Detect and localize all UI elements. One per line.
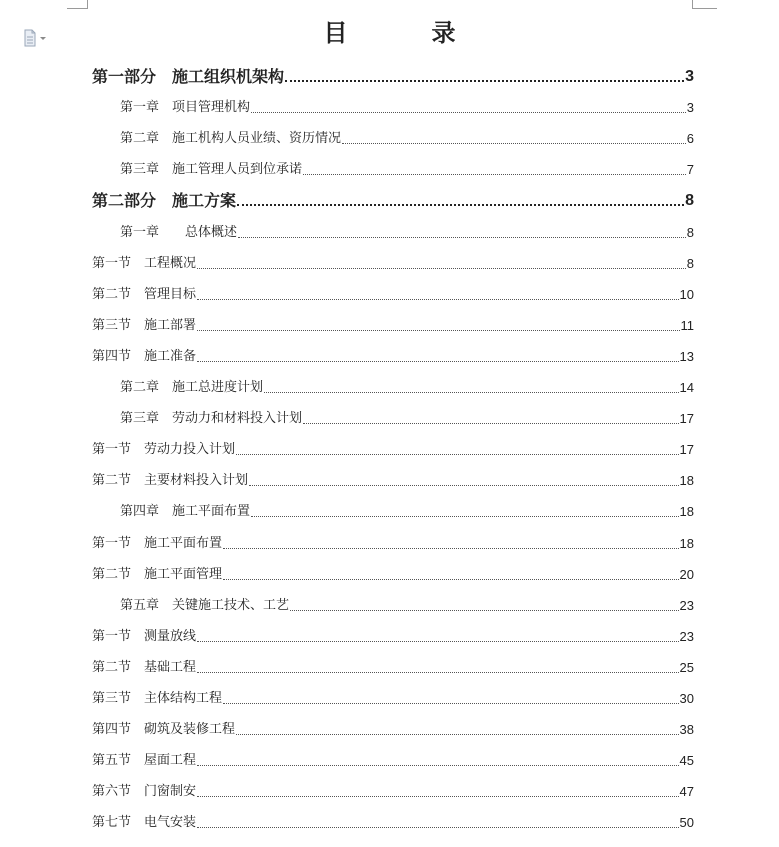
crop-mark-top-right: [692, 0, 717, 9]
toc-entry-page-number: 23: [679, 597, 694, 613]
toc-entry-page-number: 45: [679, 753, 694, 769]
toc-entry-label: 第二节 管理目标: [92, 286, 197, 302]
toc-entry[interactable]: [92, 63, 694, 85]
toc-leader-dots: [197, 826, 679, 828]
toc-entry-label: 第三章 劳动力和材料投入计划: [120, 411, 303, 427]
toc-entry[interactable]: [92, 343, 694, 365]
toc-leader-dots: [197, 640, 679, 642]
toc-leader-dots: [223, 578, 679, 580]
toc-entry-page-number: 18: [679, 473, 694, 489]
toc-entry-label: 第二节 基础工程: [92, 659, 197, 675]
toc-entry[interactable]: [92, 156, 694, 178]
toc-entry-label: 第四节 砌筑及装修工程: [92, 722, 236, 738]
toc-entry[interactable]: [92, 530, 694, 552]
toc-entry-label: 第六节 门窗制安: [92, 784, 197, 800]
toc-entry[interactable]: [92, 747, 694, 769]
toc-leader-dots: [251, 111, 686, 113]
toc-leader-dots: [342, 142, 686, 144]
toc-entry[interactable]: [92, 623, 694, 645]
toc-leader-dots: [223, 702, 679, 704]
toc-entry-label: 第一节 工程概况: [92, 255, 197, 271]
toc-leader-dots: [236, 733, 679, 735]
toc-leader-dots: [251, 515, 679, 517]
toc-entry[interactable]: [92, 809, 694, 831]
toc-entry-page-number: 13: [679, 348, 694, 364]
toc-entry-label: 第二部分 施工方案: [92, 191, 237, 211]
toc-leader-dots: [237, 203, 684, 206]
toc-entry-label: 第一节 测量放线: [92, 628, 197, 644]
toc-entry[interactable]: [92, 374, 694, 396]
toc-leader-dots: [197, 267, 686, 269]
toc-entry-page-number: 18: [679, 535, 694, 551]
toc-leader-dots: [303, 173, 686, 175]
toc-entry[interactable]: [92, 312, 694, 334]
toc-entry-page-number: 30: [679, 691, 694, 706]
toc-entry-label: 第五章 关键施工技术、工艺: [120, 597, 290, 613]
toc-entry-label: 第二章 施工总进度计划: [120, 380, 264, 395]
toc-entry-label: 第一节 施工平面布置: [92, 535, 223, 551]
toc-entry-label: 第一章 总体概述: [120, 224, 238, 240]
toc-entry-page-number: 38: [679, 722, 694, 738]
toc-leader-dots: [303, 422, 679, 424]
toc-entry-page-number: 3: [686, 100, 694, 116]
toc-leader-dots: [197, 329, 679, 331]
toc-entry-page-number: 10: [679, 286, 694, 302]
toc-leader-dots: [238, 236, 686, 238]
toc-entry-page-number: 8: [686, 224, 694, 240]
toc-entry-label: 第二章 施工机构人员业绩、资历情况: [120, 131, 342, 147]
toc-leader-dots: [223, 547, 679, 549]
toc-entry[interactable]: [92, 778, 694, 800]
toc-entry[interactable]: [92, 561, 694, 583]
toc-entry[interactable]: [92, 125, 694, 147]
toc-leader-dots: [197, 671, 679, 673]
toc-entry-page-number: 17: [679, 411, 694, 427]
toc-leader-dots: [197, 795, 679, 797]
toc-entry-label: 第七节 电气安装: [92, 815, 197, 831]
toc-entry-label: 第三章 施工管理人员到位承诺: [120, 162, 303, 178]
toc-entry[interactable]: [92, 281, 694, 303]
toc-entry-label: 第一节 劳动力投入计划: [92, 442, 236, 458]
toc-entry-page-number: 6: [686, 131, 694, 147]
toc-entry-page-number: 25: [679, 659, 694, 675]
toc-entry[interactable]: [92, 654, 694, 676]
toc-entry[interactable]: [92, 219, 694, 241]
toc-leader-dots: [197, 360, 679, 362]
toc-entry[interactable]: [92, 716, 694, 738]
toc-entry-page-number: 20: [679, 566, 694, 582]
page-title: 目 录: [323, 18, 486, 47]
toc-leader-dots: [249, 484, 679, 486]
toc-entry[interactable]: [92, 405, 694, 427]
crop-mark-top-left: [67, 0, 88, 9]
toc-entry-page-number: 11: [680, 317, 694, 333]
toc-entry-label: 第四节 施工准备: [92, 348, 197, 364]
toc-leader-dots: [197, 764, 679, 766]
toc-entry-label: 第一章 项目管理机构: [120, 100, 251, 116]
toc-entry[interactable]: [92, 94, 694, 116]
toc-entry[interactable]: [92, 250, 694, 272]
toc-leader-dots: [197, 298, 679, 300]
toc-entry-page-number: 17: [679, 442, 694, 458]
toc-leader-dots: [285, 79, 684, 82]
toc-entry[interactable]: [92, 187, 694, 209]
toc-entry[interactable]: [92, 498, 694, 520]
toc-leader-dots: [236, 453, 679, 455]
toc-entry-label: 第三节 施工部署: [92, 317, 197, 333]
toc-leader-dots: [264, 391, 679, 393]
toc-entry-page-number: 18: [679, 504, 694, 520]
toc-entry-page-number: 23: [679, 628, 694, 644]
toc-entry-page-number: 47: [679, 784, 694, 800]
toc-entry[interactable]: [92, 685, 694, 707]
toc-entry-label: 第一部分 施工组织机架构: [92, 67, 285, 86]
toc-entry-page-number: 14: [679, 380, 694, 395]
toc-entry[interactable]: [92, 592, 694, 614]
toc-entry-label: 第二节 主要材料投入计划: [92, 473, 249, 489]
toc-entry-page-number: 8: [686, 255, 694, 271]
toc-leader-dots: [290, 609, 679, 611]
toc-entry[interactable]: [92, 467, 694, 489]
toc-entry-label: 第三节 主体结构工程: [92, 691, 223, 706]
toc-entry-label: 第二节 施工平面管理: [92, 566, 223, 582]
toc-entry-page-number: 8: [685, 192, 694, 210]
toc-entry-label: 第四章 施工平面布置: [120, 504, 251, 520]
toc-entry[interactable]: [92, 436, 694, 458]
toc-entry-page-number: 7: [686, 162, 694, 178]
toc-entry-page-number: 3: [685, 68, 694, 85]
toc-entry-label: 第五节 屋面工程: [92, 753, 197, 769]
toc-entry-page-number: 50: [679, 815, 694, 831]
